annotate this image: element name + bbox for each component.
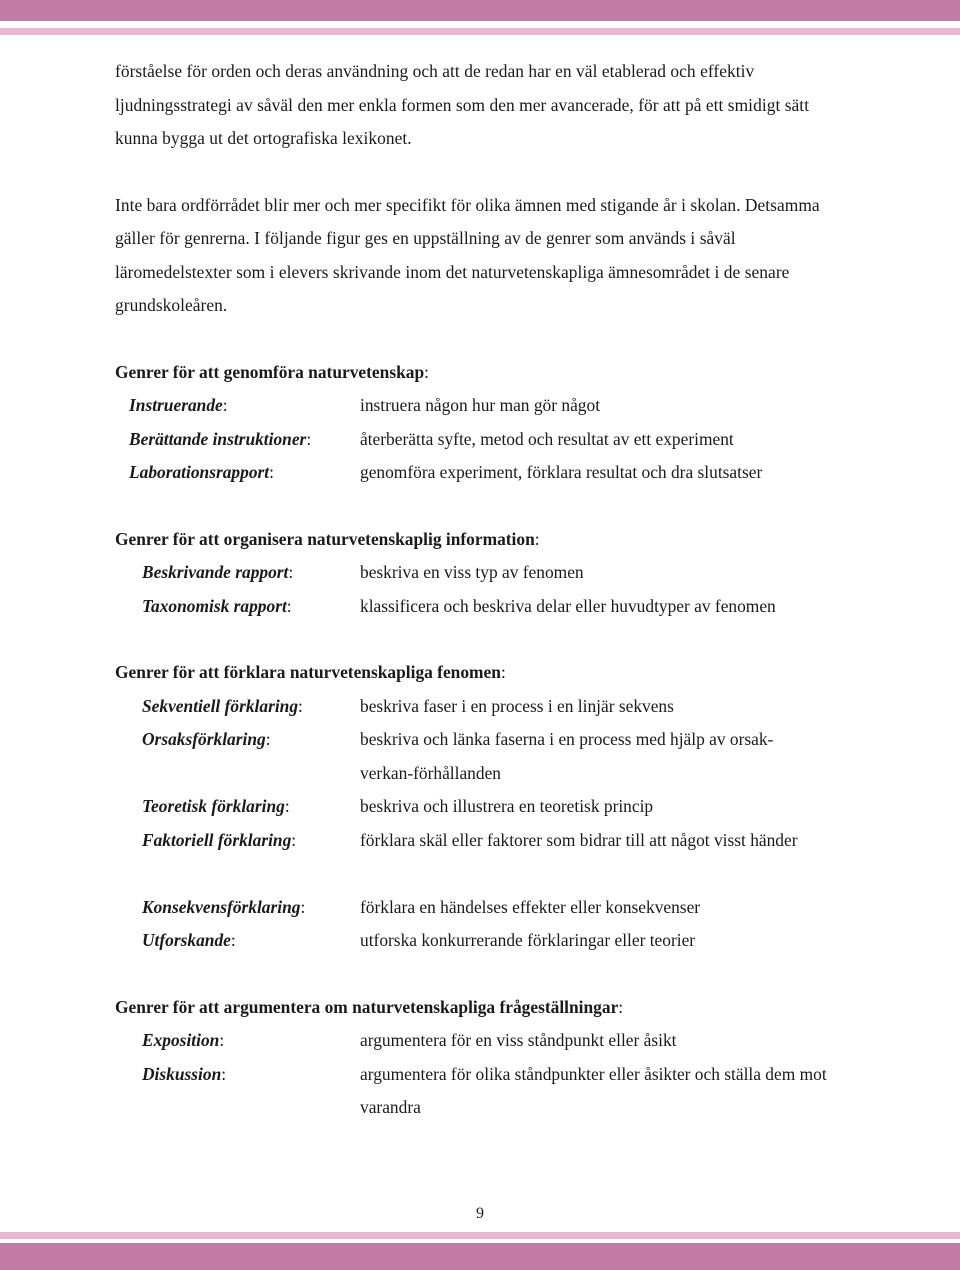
genre-definition: klassificera och beskriva delar eller huvudtyper av fenomen (360, 595, 776, 616)
genre-term: Utforskande: (142, 930, 236, 950)
genre-row (115, 423, 855, 457)
genre-row (115, 790, 855, 824)
genre-term: Teoretisk förklaring: (142, 796, 290, 816)
section-heading: Genrer för att genomföra naturvetenskap: (115, 361, 429, 382)
genre-definition: förklara skäl eller faktorer som bidrar till att något visst händer (360, 829, 798, 850)
genre-definition: genomföra experiment, förklara resultat och dra slutsatser (360, 462, 763, 482)
genre-definition: återberätta syfte, metod och resultat av ett experiment (360, 428, 734, 449)
genre-row (115, 824, 855, 891)
genre-term: Diskussion: (142, 1063, 227, 1084)
genre-row (115, 1024, 855, 1058)
section-heading: Genrer för att organisera naturvetenskaplig information: (115, 528, 540, 549)
top-decorative-band (0, 0, 960, 21)
genre-row (115, 723, 855, 790)
genre-row (115, 590, 855, 624)
top-thin-band (0, 28, 960, 35)
genre-term: Instruerande: (129, 395, 228, 415)
bottom-thin-band (0, 1232, 960, 1239)
genre-term: Exposition: (142, 1030, 225, 1050)
genre-row (115, 389, 855, 423)
genre-section-explain (115, 656, 855, 958)
genre-term: Orsaksförklaring: (142, 729, 271, 749)
intro-paragraph-2: Inte bara ordförrådet blir mer och mer specifikt för olika ämnen med stigande år i skolan. Detsamma gäller för genrerna. I följande figur ges en uppställning av de genrer som används i såväl läromedelstexter som i elevers skrivande inom det naturvetenskapliga ämnesområdet i de senare grundskoleåren. (115, 194, 820, 315)
genre-row (115, 456, 855, 490)
section-heading: Genrer för att förklara naturvetenskapliga fenomen: (115, 662, 506, 682)
intro-paragraph-1: förståelse för orden och deras användning och att de redan har en väl etablerad och effektiv ljudningsstrategi av såväl den mer enkla formen som den mer avancerade, för att på ett smidigt sätt kunna bygga ut det ortografiska lexikonet. (115, 61, 810, 148)
genre-row (115, 690, 855, 724)
genre-section-argue (115, 991, 855, 1125)
genre-definition: beskriva och illustrera en teoretisk princip (360, 796, 654, 816)
genre-term: Beskrivande rapport: (142, 562, 294, 582)
genre-definition: argumentera för olika ståndpunkter eller åsikter och ställa dem mot varandra (360, 1063, 827, 1117)
page-content (115, 55, 855, 1125)
genre-definition: förklara en händelses effekter eller konsekvenser (360, 896, 701, 917)
page-number: 9 (476, 1205, 484, 1222)
genre-definition: utforska konkurrerande förklaringar eller teorier (360, 930, 696, 950)
genre-term: Sekventiell förklaring: (142, 695, 303, 716)
genre-row (115, 924, 855, 958)
genre-row (115, 556, 855, 590)
genre-term: Taxonomisk rapport: (142, 595, 292, 616)
genre-term: Faktoriell förklaring: (142, 829, 297, 850)
genre-definition: beskriva och länka faserna i en process med hjälp av orsak-verkan-förhållanden (360, 729, 774, 783)
genre-definition: beskriva en viss typ av fenomen (360, 562, 584, 582)
genre-definition: instruera någon hur man gör något (360, 395, 601, 415)
genre-definition: beskriva faser i en process i en linjär sekvens (360, 695, 674, 716)
genre-row (115, 891, 855, 925)
genre-term: Konsekvensförklaring: (142, 896, 306, 917)
bottom-decorative-band (0, 1243, 960, 1270)
genre-definition: argumentera för en viss ståndpunkt eller åsikt (360, 1030, 677, 1050)
genre-section-conduct (115, 356, 855, 490)
genre-row (115, 1058, 855, 1125)
genre-term: Berättande instruktioner: (129, 428, 312, 449)
genre-section-organise (115, 523, 855, 624)
genre-term: Laborationsrapport: (129, 462, 274, 482)
section-heading: Genrer för att argumentera om naturvetenskapliga frågeställningar: (115, 996, 624, 1017)
